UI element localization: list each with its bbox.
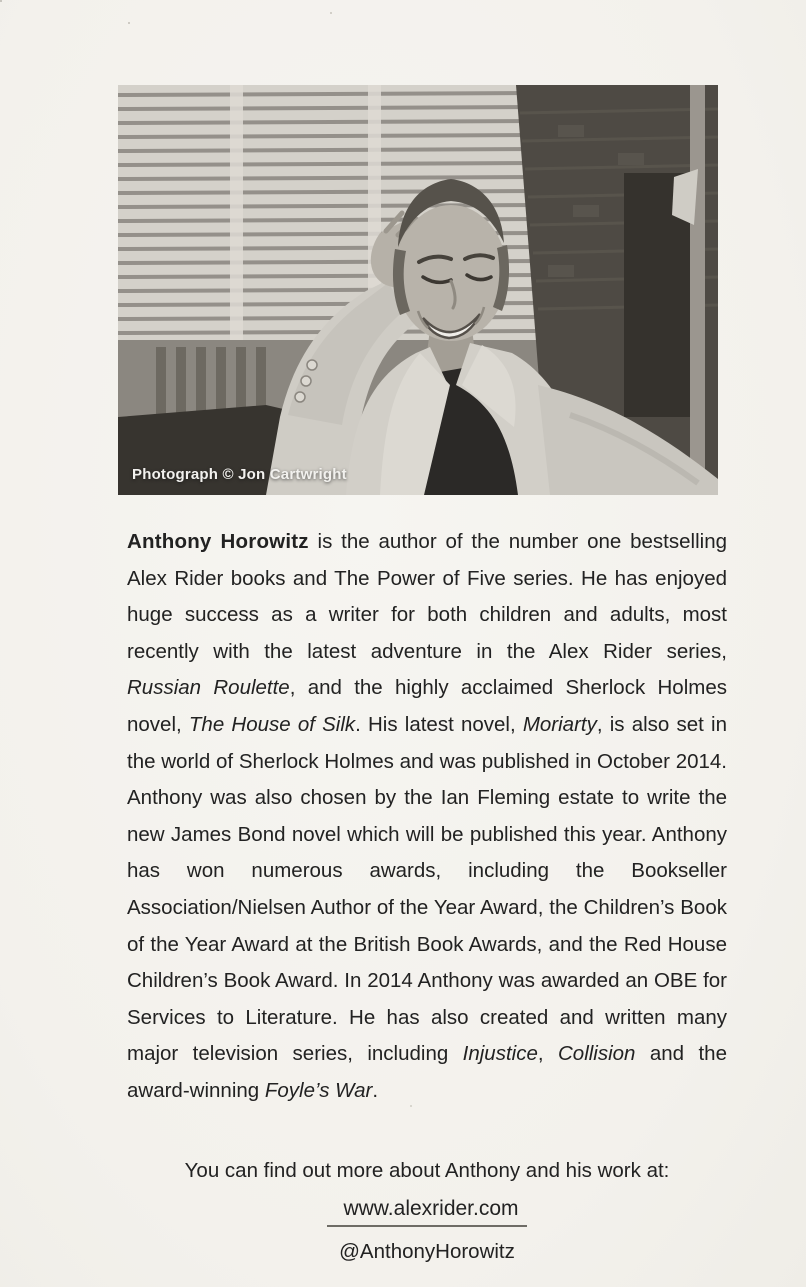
twitter-handle: @AnthonyHorowitz <box>339 1240 515 1263</box>
portrait-photo-graphic <box>118 85 718 495</box>
photo-credit: Photograph © Jon Cartwright <box>132 466 347 483</box>
website-line <box>127 1196 727 1227</box>
find-out-more-section <box>127 1158 727 1277</box>
paper-speck <box>0 0 2 2</box>
author-photo <box>118 85 718 495</box>
find-out-more-text: You can find out more about Anthony and his work at: <box>184 1159 670 1182</box>
author-bio-paragraph: Anthony Horowitz is the author of the number one bestselling Alex Rider books and The Power of Five series. He has enjoyed huge success as a writer for both children and adults, most recently with the latest adventure in the Alex Rider series, Russian Roulette, and the highly acclaimed Sherlock Holmes novel, The House of Silk. His latest novel, Moriarty, is also set in the world of Sherlock Holmes and was published in October 2014. Anthony was also chosen by the Ian Fleming estate to write the new James Bond novel which will be published this year. Anthony has won numerous awards, including the Bookseller Association/Nielsen Author of the Year Award, the Children’s Book of the Year Award at the British Book Awards, and the Red House Children’s Book Award. In 2014 Anthony was awarded an OBE for Services to Literature. He has also created and written many major television series, including Injustice, Collision and the award-winning Foyle’s War. <box>127 530 727 1102</box>
website-link: www.alexrider.com <box>327 1196 526 1227</box>
